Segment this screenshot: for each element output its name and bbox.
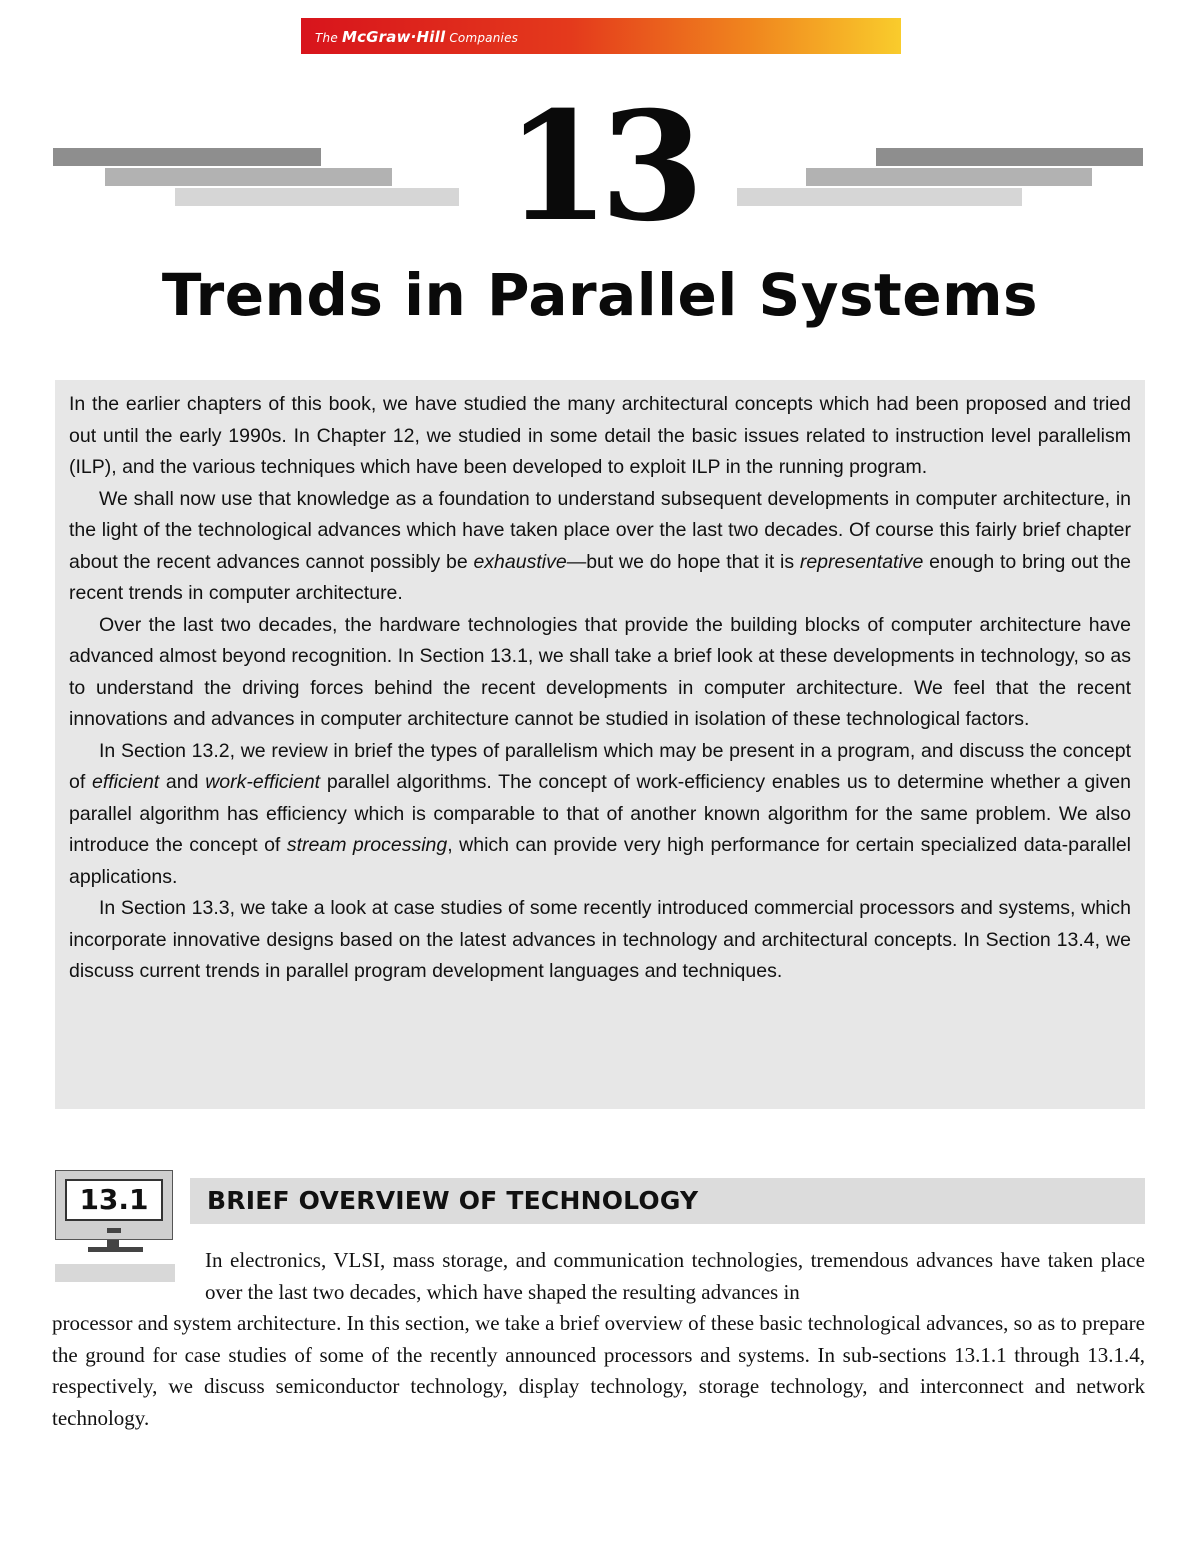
decorative-bar-left-1 (53, 148, 321, 166)
text-run: In Section 13.2, we review in brief the types of parallelism which may be present in a program, and discuss the concept of (69, 739, 1131, 793)
decorative-bar-left-2 (105, 168, 392, 186)
text-run: enough to bring out the recent trends in computer architecture. (69, 550, 1132, 604)
section-heading: BRIEF OVERVIEW OF TECHNOLOGY (207, 1186, 699, 1215)
chapter-number: 13 (505, 79, 695, 255)
monitor-frame (55, 1170, 173, 1240)
chapter-introduction (55, 380, 1145, 1109)
section-body-rest: processor and system architecture. In this section, we take a brief overview of these basic technological advances, so as to prepare the ground for case studies of some of the recently announced processors and systems. In sub-sections 13.1.1 through 13.1.4, respectively, we discuss semiconductor technology, display technology, storage technology, and interconnect and network technology. (52, 1311, 1145, 1430)
publisher-prefix: The (315, 31, 342, 45)
monitor-led (107, 1228, 121, 1233)
decorative-bar-right-3 (737, 188, 1022, 206)
emphasis-text: representative (799, 550, 924, 573)
intro-paragraph: Over the last two decades, the hardware technologies that provide the building blocks of computer architecture have advanced almost beyond recognition. In Section 13.1, we shall take a brief look at these developments in technology, so as to understand the driving forces behind the recent developments in computer architecture. We feel that the recent innovations and advances in computer architecture cannot be studied in isolation of these technological factors. (69, 613, 1131, 730)
emphasis-text: efficient (92, 771, 160, 793)
intro-paragraph (69, 484, 1131, 610)
emphasis-text: stream processing (286, 834, 448, 856)
publisher-logo-text (315, 28, 518, 46)
publisher-brand: McGraw·Hill (341, 28, 446, 46)
text-run: We shall now use that knowledge as a foundation to understand subsequent developments in computer architecture, in the light of the technological advances which have taken place over the last two decades. Of course this fairly brief chapter about the recent advances cannot possibly be (69, 487, 1131, 573)
publisher-banner (301, 18, 901, 54)
intro-paragraph (69, 736, 1131, 894)
intro-paragraph: In the earlier chapters of this book, we have studied the many architectural concepts which had been proposed and tried out until the early 1990s. In Chapter 12, we studied in some detail the basic issues related to instruction level parallelism (ILP), and the various techniques which have been developed to exploit ILP in the running program. (69, 393, 1131, 478)
emphasis-text: exhaustive (473, 550, 567, 573)
decorative-bar-right-1 (876, 148, 1143, 166)
section-number: 13.1 (65, 1179, 163, 1221)
text-run: and (159, 771, 206, 793)
text-run: parallel algorithms. The concept of work-efficiency enables us to determine whether a given parallel algorithm has efficiency which is comparable to that of another known algorithm for the same problem. We also introduce the concept of (69, 771, 1131, 856)
text-run: —but we do hope that it is (566, 550, 800, 573)
section-body-lead: In electronics, VLSI, mass storage, and communication technologies, tremendous advances have taken place over the last two decades, which have shaped the resulting advances in (205, 1248, 1145, 1304)
intro-paragraph: In Section 13.3, we take a look at case studies of some recently introduced commercial processors and systems, which incorporate innovative designs based on the latest advances in technology and architectural concepts. In Section 13.4, we discuss current trends in parallel program development languages and techniques. (69, 897, 1131, 982)
decorative-bar-left-3 (175, 188, 459, 206)
text-run: , which can provide very high performance for certain specialized data-parallel applications. (69, 834, 1132, 888)
publisher-suffix: Companies (445, 31, 519, 45)
emphasis-text: work-efficient (205, 771, 321, 793)
chapter-title: Trends in Parallel Systems (161, 261, 1039, 329)
section-body (52, 1245, 1145, 1434)
decorative-bar-right-2 (806, 168, 1092, 186)
